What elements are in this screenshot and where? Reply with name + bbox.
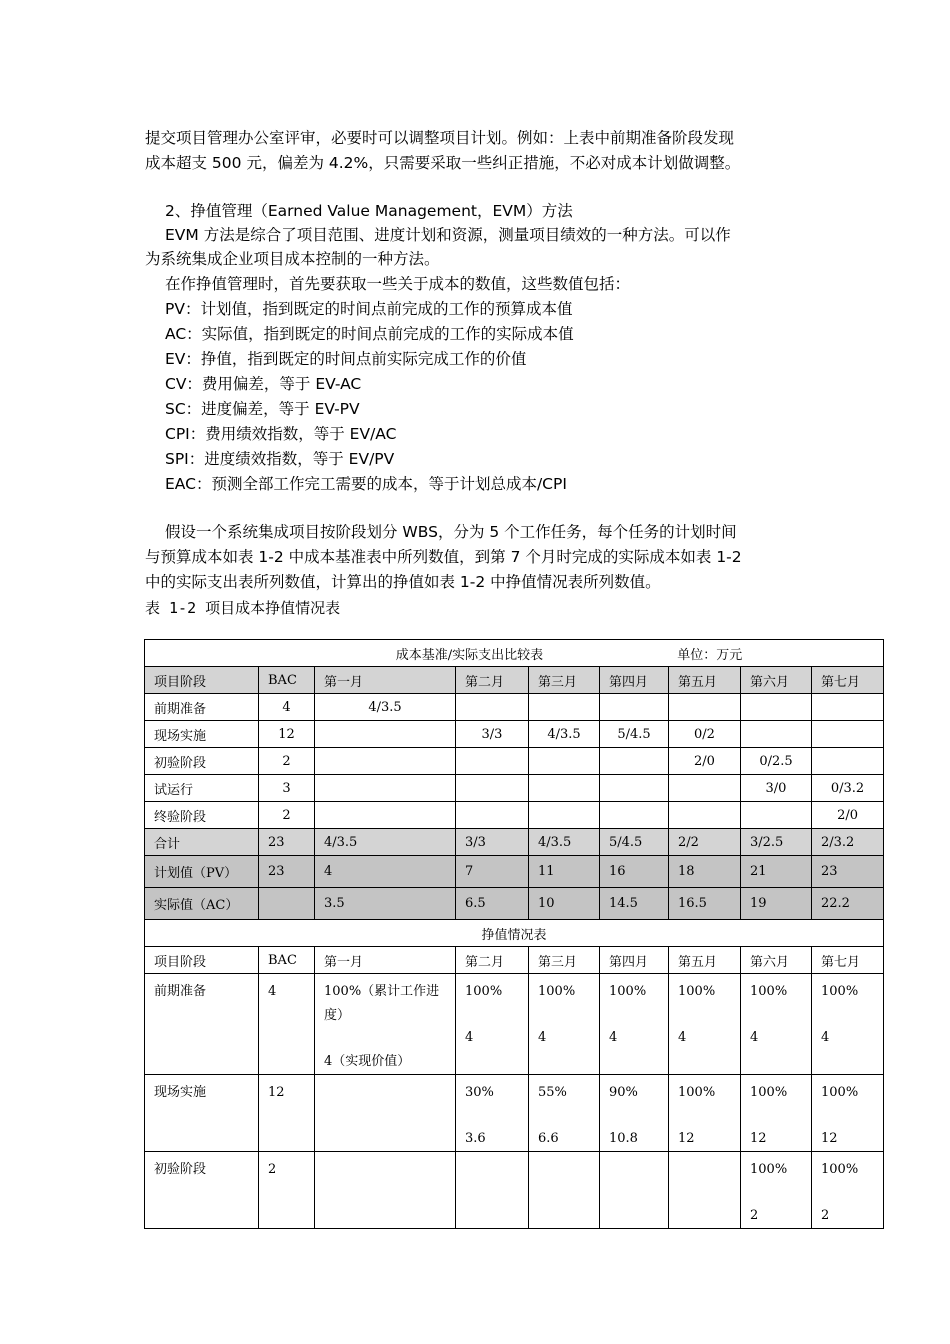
text-line: 假设一个系统集成项目按阶段划分 WBS，分为 5 个工作任务，每个任务的计划时间 [165,523,737,541]
table-row [145,775,884,802]
bac-cell: 2 [259,1152,315,1229]
table-row [145,721,884,748]
month-cell [456,802,529,829]
column-header: 第六月 [741,947,812,974]
month-cell [529,748,600,775]
earned-value: 4 [609,1030,618,1045]
definition-item: PV：计划值，指到既定的时间点前完成的工作的预算成本值 [165,300,573,318]
month-cell: 3/0 [741,775,812,802]
month-cell: 0/3.2 [812,775,884,802]
bac-cell: 4 [259,694,315,721]
total-cell: 3/2.5 [741,829,812,856]
ev-row-prep [145,974,884,1075]
column-header: 第七月 [812,667,884,694]
ev-row-acceptance [145,1152,884,1229]
month-cell [315,775,456,802]
ac-label: 实际值（AC） [145,888,259,920]
ev-month-cell [315,1075,456,1152]
ev-month-cell [600,974,669,1075]
text-line: 提交项目管理办公室评审，必要时可以调整项目计划。例如：上表中前期准备阶段发现 [145,129,735,147]
column-header: 第七月 [812,947,884,974]
column-header: 第三月 [529,947,600,974]
ev-month-cell [812,974,884,1075]
ev-month-cell [600,1075,669,1152]
ev-month-cell [669,1075,741,1152]
phase-cell: 初验阶段 [145,748,259,775]
progress-percent: 100% [538,984,576,999]
phase-cell: 试运行 [145,775,259,802]
ev-month-cell [315,974,456,1075]
ev-month-cell [315,1152,456,1229]
column-header: BAC [259,947,315,974]
ev-month-cell [600,1152,669,1229]
progress-percent: 100% [609,984,647,999]
month-cell [812,748,884,775]
earned-value: 4 [538,1030,547,1045]
month-cell: 3/3 [456,721,529,748]
pv-cell: 18 [669,856,741,888]
ac-cell: 19 [741,888,812,920]
month-cell [315,748,456,775]
ev-month-cell [456,1075,529,1152]
text-line: 中的实际支出表所列数值，计算出的挣值如表 1-2 中挣值情况表所列数值。 [145,573,661,591]
progress-percent: 100% [821,984,859,999]
month-cell [529,802,600,829]
ev-table-title: 挣值情况表 [145,920,884,947]
earned-value: 4 [465,1030,474,1045]
phase-cell: 初验阶段 [145,1152,259,1229]
column-header: 项目阶段 [145,947,259,974]
month-cell [669,694,741,721]
text-line: 在作挣值管理时，首先要获取一些关于成本的数值，这些数值包括： [165,275,631,293]
ev-month-cell [812,1152,884,1229]
earned-value: 4（实现价值） [324,1054,411,1069]
column-header: 第二月 [456,947,529,974]
progress-percent: 100%（累计工作进度） [324,984,440,1023]
table-row [145,748,884,775]
ev-month-cell [456,1152,529,1229]
month-cell [456,748,529,775]
month-cell [812,694,884,721]
cost-header-row [145,667,884,694]
bac-cell: 12 [259,721,315,748]
progress-percent: 90% [609,1085,638,1100]
earned-value: 4 [750,1030,759,1045]
cost-table-title [145,640,884,667]
ac-cell: 3.5 [315,888,456,920]
definition-item: SC：进度偏差，等于 EV-PV [165,400,360,418]
month-cell [600,802,669,829]
definition-item: EAC：预测全部工作完工需要的成本，等于计划总成本/CPI [165,475,567,493]
ac-cell: 14.5 [600,888,669,920]
progress-percent: 100% [678,984,716,999]
definition-item: AC：实际值，指到既定的时间点前完成的工作的实际成本值 [165,325,574,343]
ev-month-cell [529,1075,600,1152]
bac-cell: 2 [259,748,315,775]
month-cell: 0/2.5 [741,748,812,775]
bac-cell: 2 [259,802,315,829]
bac-cell: 3 [259,775,315,802]
month-cell [315,802,456,829]
pv-cell: 23 [812,856,884,888]
bac-cell: 12 [259,1075,315,1152]
ev-month-cell [456,974,529,1075]
column-header: 第二月 [456,667,529,694]
definition-item: CPI：费用绩效指数，等于 EV/AC [165,425,397,443]
month-cell: 2/0 [812,802,884,829]
unit-label: 单位：万元 [677,647,743,663]
total-cell: 2/2 [669,829,741,856]
ev-table-title-row [145,920,884,947]
pv-cell: 7 [456,856,529,888]
ev-row-impl [145,1075,884,1152]
ev-month-cell [529,974,600,1075]
ev-month-cell [741,1152,812,1229]
ev-month-cell [669,974,741,1075]
progress-percent: 30% [465,1085,494,1100]
month-cell [669,775,741,802]
ev-month-cell [741,974,812,1075]
total-cell: 5/4.5 [600,829,669,856]
month-cell [529,694,600,721]
earned-value: 2 [821,1208,830,1223]
definition-item: EV：挣值，指到既定的时间点前实际完成工作的价值 [165,350,527,368]
month-cell: 2/0 [669,748,741,775]
column-header: BAC [259,667,315,694]
month-cell [741,694,812,721]
pv-cell: 4 [315,856,456,888]
column-header: 第六月 [741,667,812,694]
total-cell: 4/3.5 [529,829,600,856]
ac-cell: 10 [529,888,600,920]
month-cell: 4/3.5 [315,694,456,721]
earned-value: 12 [821,1131,838,1146]
earned-value: 2 [750,1208,759,1223]
phase-cell: 前期准备 [145,974,259,1075]
ac-row [145,888,884,920]
column-header: 项目阶段 [145,667,259,694]
total-cell: 4/3.5 [315,829,456,856]
pv-cell: 23 [259,856,315,888]
table-caption: 表 1-2 项目成本挣值情况表 [145,599,341,617]
month-cell [600,775,669,802]
table-row [145,694,884,721]
ev-header-row [145,947,884,974]
progress-percent: 100% [821,1085,859,1100]
month-cell [529,775,600,802]
earned-value: 4 [821,1030,830,1045]
progress-percent: 100% [750,1085,788,1100]
progress-percent: 100% [678,1085,716,1100]
earned-value: 12 [750,1131,767,1146]
ev-month-cell [669,1152,741,1229]
column-header: 第四月 [600,947,669,974]
pv-cell: 21 [741,856,812,888]
phase-cell: 现场实施 [145,721,259,748]
total-cell: 3/3 [456,829,529,856]
total-cell: 23 [259,829,315,856]
column-header: 第一月 [315,667,456,694]
text-line: EVM 方法是综合了项目范围、进度计划和资源，测量项目绩效的一种方法。可以作 [165,226,731,244]
column-header: 第五月 [669,947,741,974]
ac-cell: 6.5 [456,888,529,920]
earned-value: 12 [678,1131,695,1146]
column-header: 第五月 [669,667,741,694]
total-cell: 2/3.2 [812,829,884,856]
phase-cell: 前期准备 [145,694,259,721]
earned-value: 3.6 [465,1131,486,1146]
column-header: 第一月 [315,947,456,974]
column-header: 第三月 [529,667,600,694]
total-label: 合计 [145,829,259,856]
ev-month-cell [812,1075,884,1152]
column-header: 第四月 [600,667,669,694]
month-cell [456,694,529,721]
pv-row [145,856,884,888]
month-cell [456,775,529,802]
section-heading: 2、挣值管理（Earned Value Management，EVM）方法 [165,202,573,220]
pv-cell: 16 [600,856,669,888]
earned-value: 10.8 [609,1131,638,1146]
pv-label: 计划值（PV） [145,856,259,888]
month-cell [600,694,669,721]
pv-cell: 11 [529,856,600,888]
month-cell [669,802,741,829]
ac-cell: 16.5 [669,888,741,920]
cost-table-title-text: 成本基准/实际支出比较表 [395,647,544,663]
phase-cell: 终验阶段 [145,802,259,829]
month-cell [315,721,456,748]
ev-month-cell [741,1075,812,1152]
phase-cell: 现场实施 [145,1075,259,1152]
month-cell: 5/4.5 [600,721,669,748]
bac-cell: 4 [259,974,315,1075]
text-line: 与预算成本如表 1-2 中成本基准表中所列数值，到第 7 个月时完成的实际成本如表 1-2 [145,548,742,566]
table-row [145,802,884,829]
progress-percent: 100% [750,1162,788,1177]
cost-table-title-row [145,640,884,667]
total-row [145,829,884,856]
text-line: 为系统集成企业项目成本控制的一种方法。 [145,250,440,268]
month-cell [741,802,812,829]
definition-item: SPI：进度绩效指数，等于 EV/PV [165,450,395,468]
ev-month-cell [529,1152,600,1229]
definition-item: CV：费用偏差，等于 EV-AC [165,375,362,393]
earned-value: 6.6 [538,1131,559,1146]
month-cell [812,721,884,748]
month-cell [600,748,669,775]
month-cell: 0/2 [669,721,741,748]
earned-value: 4 [678,1030,687,1045]
earned-value-table [144,639,884,1229]
ac-cell: 22.2 [812,888,884,920]
progress-percent: 100% [821,1162,859,1177]
progress-percent: 100% [750,984,788,999]
month-cell: 4/3.5 [529,721,600,748]
progress-percent: 100% [465,984,503,999]
text-line: 成本超支 500 元，偏差为 4.2%，只需要采取一些纠正措施，不必对成本计划做调整。 [145,154,741,172]
ac-cell [259,888,315,920]
month-cell [741,721,812,748]
progress-percent: 55% [538,1085,567,1100]
